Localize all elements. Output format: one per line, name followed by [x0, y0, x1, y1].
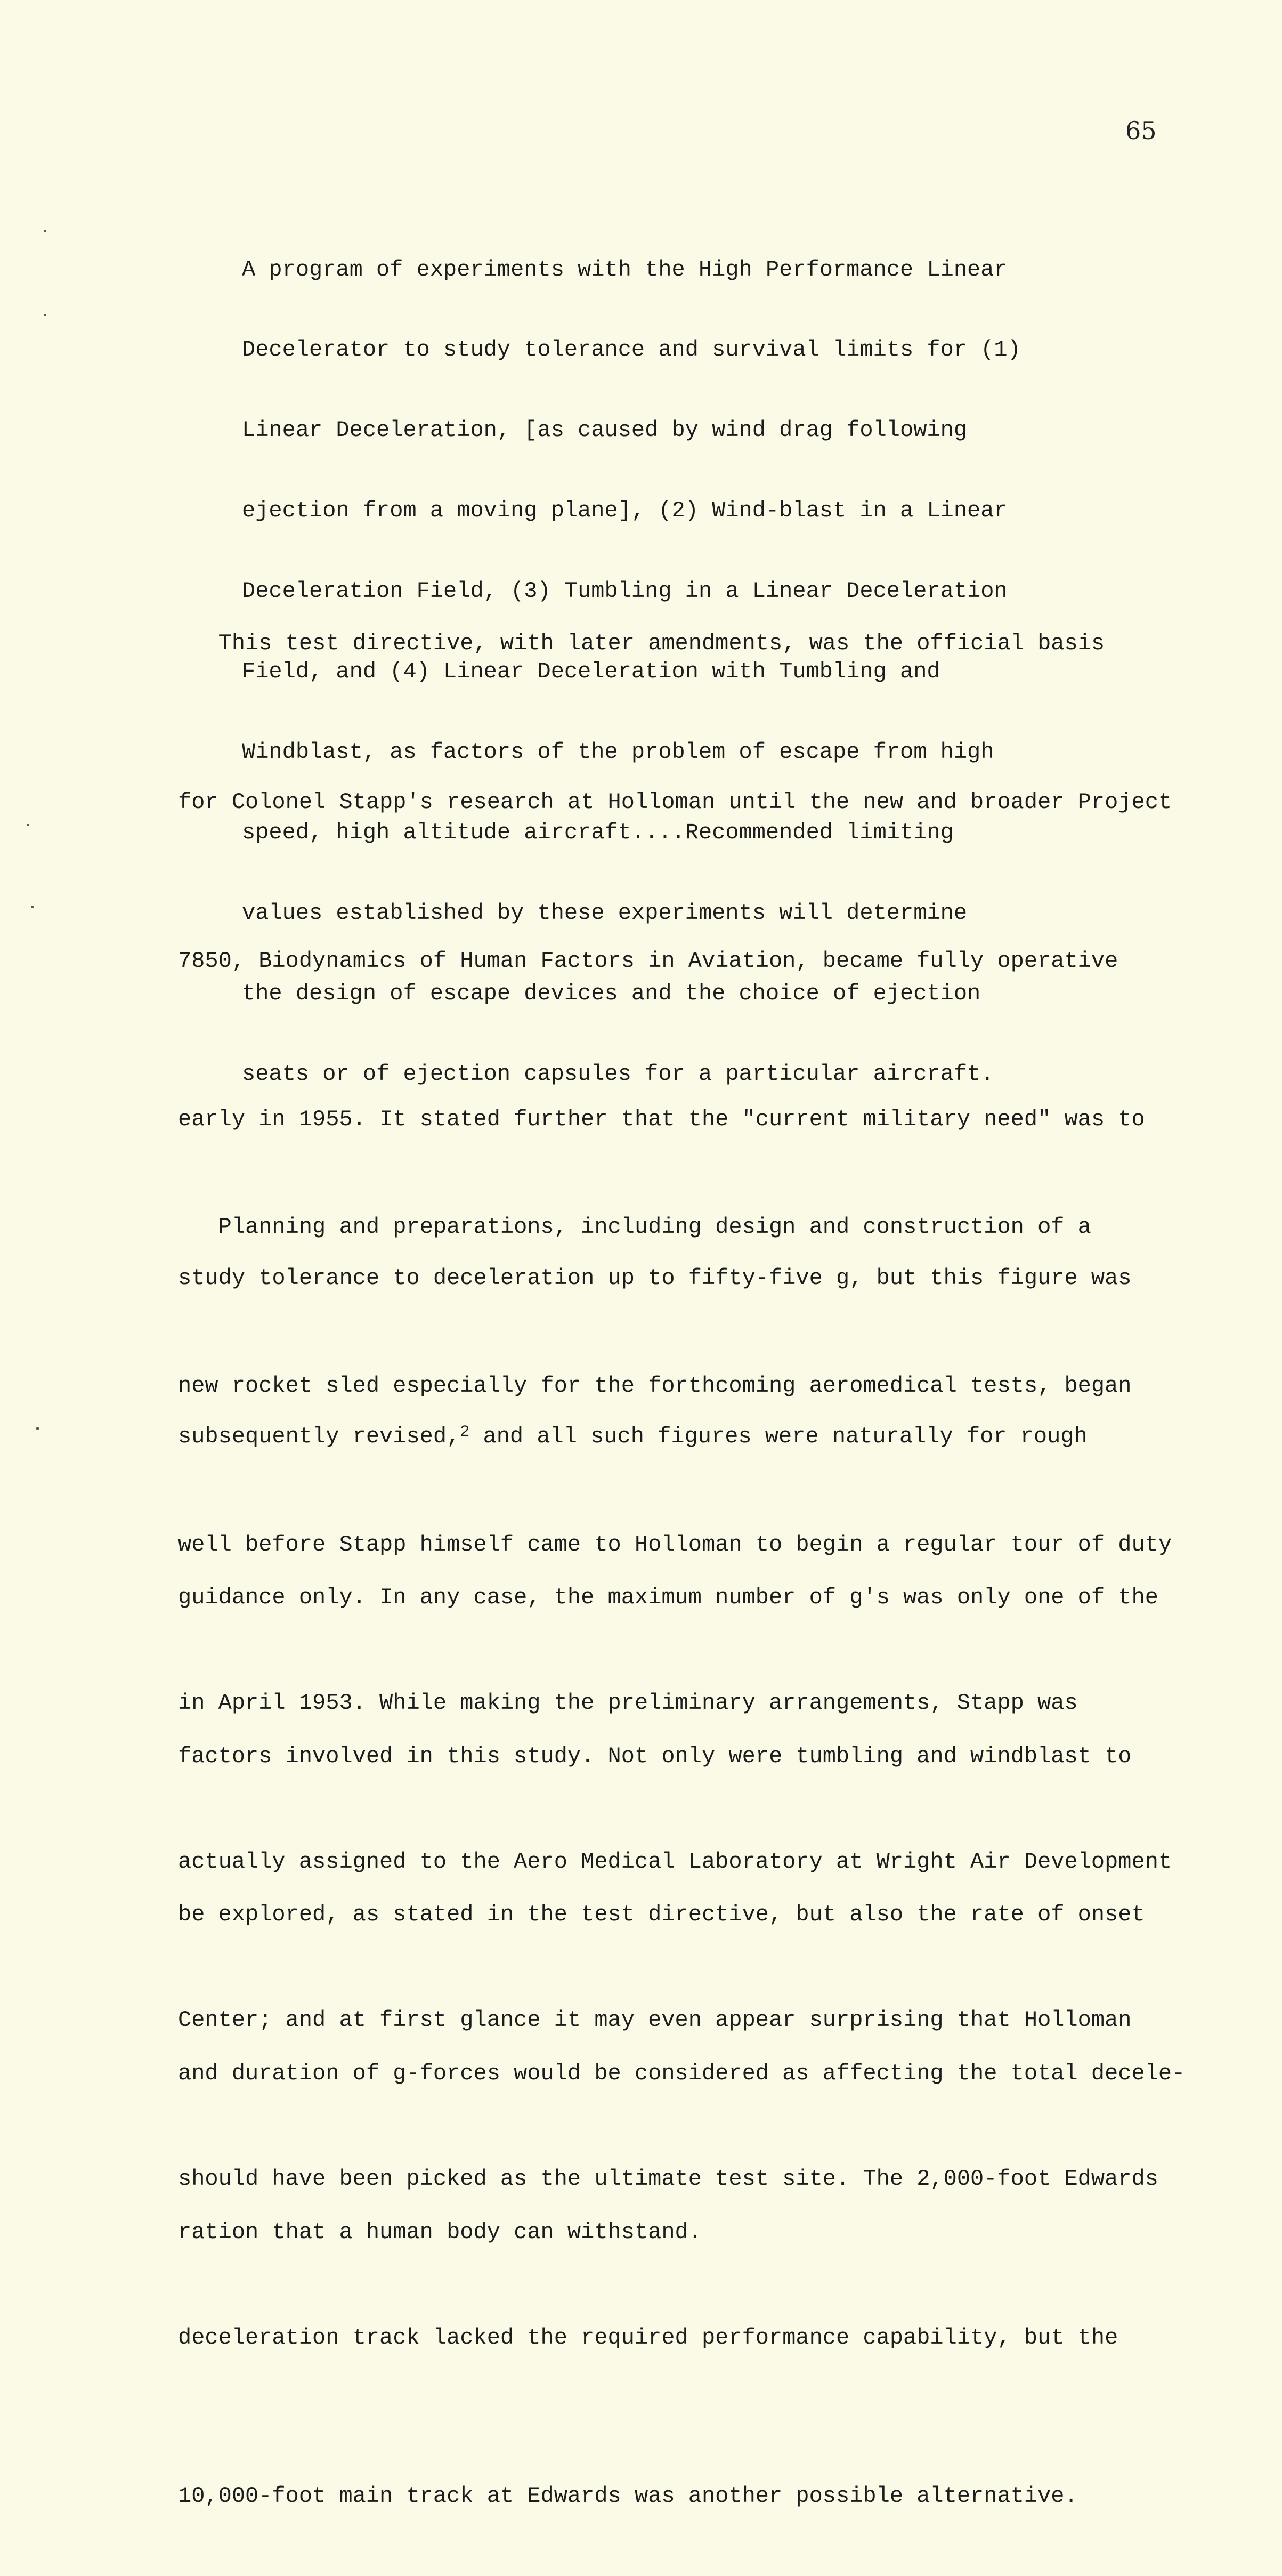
quote-line: Field, and (4) Linear Deceleration with Tumbling and: [242, 659, 940, 685]
paragraph-line: deceleration track lacked the required performance capability, but the: [178, 2324, 1118, 2351]
quote-line: Decelerator to study tolerance and survival limits for (1): [242, 337, 1021, 363]
paragraph-line: This test directive, with later amendments, was the official basis: [178, 631, 1105, 657]
paragraph-line: Center; and at first glance it may even appear surprising that Holloman: [178, 2007, 1132, 2033]
paragraph-line: Planning and preparations, including design and construction of a: [178, 1214, 1091, 1240]
line-text: and all such figures were naturally for rough: [469, 1424, 1088, 1450]
footnote-marker: 2: [460, 1423, 470, 1442]
quote-line: A program of experiments with the High Performance Linear: [242, 256, 1008, 282]
paragraph-line: early in 1955. It stated further that the "current military need" was to: [178, 1107, 1145, 1133]
quote-line: Windblast, as factors of the problem of escape from high: [242, 739, 994, 765]
paragraph-line: factors involved in this study. Not only were tumbling and windblast to: [178, 1743, 1132, 1769]
margin-speck: [36, 1427, 39, 1430]
paragraph-line: study tolerance to deceleration up to fifty-five g, but this figure was: [178, 1265, 1132, 1291]
quote-line: Deceleration Field, (3) Tumbling in a Linear Deceleration: [242, 578, 1008, 604]
margin-speck: [31, 906, 34, 908]
line-text: subsequently revised,: [178, 1424, 460, 1450]
margin-speck: [44, 230, 46, 232]
paragraph-line: ration that a human body can withstand.: [178, 2219, 702, 2245]
paragraph-line: new rocket sled especially for the forthcoming aeromedical tests, began: [178, 1373, 1132, 1399]
paragraph-planning: [178, 1095, 1190, 2576]
paragraph-line: 10,000-foot main track at Edwards was another possible alternative.: [178, 2483, 1078, 2509]
margin-speck: [27, 824, 29, 826]
quote-line: seats or of ejection capsules for a particular aircraft.: [242, 1061, 994, 1087]
paragraph-line: guidance only. In any case, the maximum number of g's was only one of the: [178, 1585, 1158, 1611]
paragraph-line: for Colonel Stapp's research at Holloman until the new and broader Project: [178, 789, 1172, 815]
paragraph-line: be explored, as stated in the test directive, but also the rate of onset: [178, 1902, 1145, 1928]
quote-line: speed, high altitude aircraft....Recommended limiting: [242, 819, 954, 845]
quote-line: values established by these experiments will determine: [242, 900, 968, 926]
quote-line: ejection from a moving plane], (2) Wind-blast in a Linear: [242, 498, 1008, 524]
quote-line: Linear Deceleration, [as caused by wind drag following: [242, 417, 968, 443]
quote-line: the design of escape devices and the choice of ejection: [242, 980, 981, 1006]
paragraph-line: 7850, Biodynamics of Human Factors in Aviation, became fully operative: [178, 948, 1118, 974]
paragraph-line: and duration of g-forces would be considered as affecting the total decele-: [178, 2060, 1186, 2086]
margin-speck: [44, 314, 46, 316]
page-number: 65: [1125, 116, 1157, 145]
paragraph-line: should have been picked as the ultimate test site. The 2,000-foot Edwards: [178, 2166, 1158, 2192]
paragraph-line: well before Stapp himself came to Holloman to begin a regular tour of duty: [178, 1531, 1172, 1557]
paragraph-line: in April 1953. While making the preliminary arrangements, Stapp was: [178, 1690, 1078, 1716]
paragraph-line: actually assigned to the Aero Medical Laboratory at Wright Air Development: [178, 1848, 1172, 1875]
